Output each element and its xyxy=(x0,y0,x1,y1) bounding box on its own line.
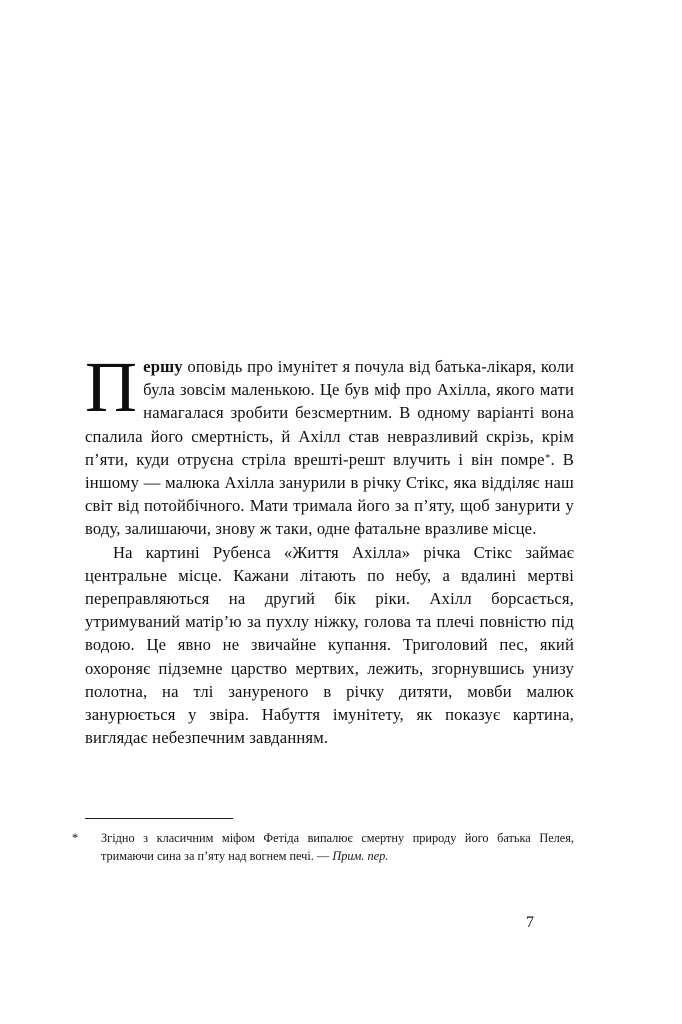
footnote-zone xyxy=(72,818,574,866)
page-number: 7 xyxy=(526,914,534,931)
paragraph-1-lead-bold: ершу xyxy=(143,357,183,376)
footnote-attribution: Прим. пер. xyxy=(332,848,389,863)
footnote-separator-rule xyxy=(85,818,233,819)
paragraph-1 xyxy=(85,347,574,541)
footnote-entry xyxy=(72,830,574,865)
body-text-column xyxy=(85,347,574,749)
paragraph-2-text: На картині Рубенса «Життя Ахілла» річка Стікс займає центральне місце. Кажани літають по небу, а вдалині мертві переправляються на другий бік ріки. Ахілл борсається, утримуваний матір’ю за пухлу ніжку, голова та плечі повністю під водою. Це явно не звичайне купання. Триголовий пес, який охороняє підземне царство мертвих, лежить, згорнувшись унизу полотна, на тлі зануреного в річку дитяти, мовби малюк занурюється у звіра. Набуття імунітету, як показує картина, виглядає небезпечним завданням. xyxy=(85,542,574,748)
footnote-marker: * xyxy=(72,831,79,846)
paragraph-1-text-before-footnote: оповідь про імунітет я почула від батька-лікаря, коли була зовсім маленькою. Це був міф про Ахілла, якого мати намагалася зробити безсмертним. В одному варіанті вона спалила його смертність, й Ахілл став невразливий скрізь, крім п’яти, куди отруєна стріла врешті-решт влучить і він помре xyxy=(85,357,574,469)
paragraph-1-text-after-footnote: . В іншому — малюка Ахілла занурили в річку Стікс, яка відділяє наш світ від потойбічного. Мати тримала його за п’яту, щоб занурити у воду, залишаючи, знову ж таки, одне фатальне вразливе місце. xyxy=(85,449,574,539)
footnote-text: Згідно з класичним міфом Фетіда випалює смертну природу його батька Пелея, тримаючи сина за п’яту над вогнем печі. — xyxy=(101,831,574,863)
drop-cap-initial: П xyxy=(85,347,138,427)
paragraph-2 xyxy=(85,541,574,750)
footnote-reference-marker[interactable]: * xyxy=(545,452,551,464)
